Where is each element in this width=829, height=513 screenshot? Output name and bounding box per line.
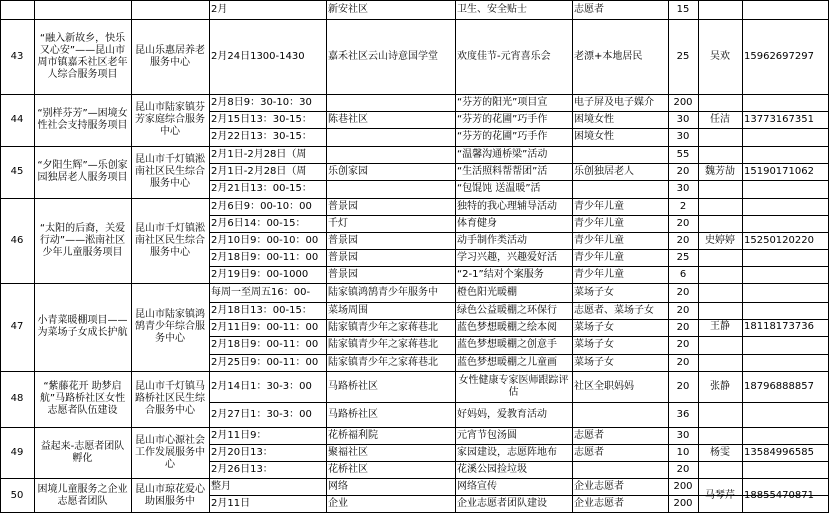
target-group (572, 180, 668, 198)
row-number: 47 (10, 321, 24, 332)
activity-place: 嘉禾社区云山诗意国学堂 (328, 50, 438, 62)
activity-place (326, 180, 455, 198)
activity-content: “芬芳的花圃”巧手作 (457, 131, 548, 142)
activity-content: 元宵节包汤圆 (457, 429, 517, 441)
target-group: 青少年儿童 (574, 234, 624, 246)
activity-time: 2月1日-2月28日（周 (211, 148, 307, 160)
activity-time: 2月11日9：00-11：00 (211, 321, 319, 333)
contact-person: 史婷婷 (705, 234, 735, 246)
participant-count: 30 (676, 429, 690, 441)
activity-content: “芬芳的花圃”巧手作 (457, 113, 548, 125)
contact-phone: 18118173736 (744, 321, 814, 332)
activity-place: 陆家镇青少年之家蒋巷北 (328, 356, 438, 368)
grid-line (209, 402, 829, 403)
participant-count: 20 (676, 321, 690, 333)
participant-count: 20 (676, 356, 690, 368)
contact-phone (742, 0, 829, 19)
activity-content: “芬芳的阳光”项目宣 (457, 96, 548, 108)
contact-phone: 15250120220 (744, 234, 814, 246)
target-group: 青少年儿童 (574, 251, 624, 263)
target-group: 乐创独居老人 (574, 165, 634, 177)
contact-person: 魏芳劼 (705, 166, 735, 177)
participant-count: 30 (676, 183, 690, 194)
activity-time: 每周一至周五16：00- (211, 286, 311, 298)
target-group: 志愿者 (574, 3, 604, 15)
contact-phone: 15190171062 (744, 166, 814, 177)
activity-place: 千灯 (328, 217, 348, 229)
grid-line (0, 0, 1, 513)
activity-content: 卫生、安全贴士 (457, 3, 527, 15)
grid-line (0, 0, 829, 1)
organization: 昆山市陆家镇芬芳家庭综合服务中心 (135, 102, 205, 137)
activity-time: 2月1日-2月28日（周 (211, 165, 307, 177)
activity-content: 体育健身 (457, 217, 497, 229)
participant-count: 55 (676, 148, 690, 160)
participant-count: 20 (676, 165, 690, 177)
activity-place (326, 128, 455, 146)
target-group: 困境女性 (574, 113, 614, 125)
activity-time: 2月10日9：00-10：00 (211, 234, 319, 246)
target-group: 社区全职妈妈 (574, 380, 634, 392)
target-group: 企业志愿者 (574, 480, 624, 492)
activity-place: 乐创家园 (328, 165, 368, 177)
target-group (572, 461, 668, 478)
participant-count: 20 (676, 234, 690, 246)
participant-count: 10 (676, 446, 690, 458)
activity-time: 2月18日9：00-11：00 (211, 251, 319, 263)
contact-phone: 13584996585 (744, 446, 814, 458)
activity-content: 欢度佳节-元宵喜乐会 (457, 50, 551, 62)
organization: 昆山乐惠居养老服务中心 (135, 44, 205, 68)
row-number: 45 (10, 166, 24, 177)
activity-content: 蓝色梦想暖棚之创意手 (457, 339, 557, 350)
project-name: “紫藤花开 助梦启航”马路桥社区女性志愿者队伍建设 (39, 381, 126, 416)
grid-line (0, 94, 829, 95)
activity-place: 陆家镇鸿鹄青少年服务中 (328, 286, 438, 298)
activity-place: 陆家镇青少年之家蒋巷北 (328, 339, 438, 350)
grid-line (131, 0, 132, 513)
activity-content: 花溪公园捡垃圾 (457, 463, 527, 475)
activity-place (326, 146, 455, 163)
activity-content: 网络宣传 (457, 480, 497, 492)
activity-content: “生活照料帮帮团”活 (457, 165, 548, 177)
organization: 昆山市千灯镇淞南社区民生综合服务中心 (135, 222, 205, 258)
participant-count: 20 (676, 339, 690, 350)
organization (131, 0, 209, 19)
contact-person: 吴欢 (710, 50, 730, 62)
activity-time: 2月22日13：30-15： (211, 131, 312, 142)
contact-phone: 18796888857 (744, 380, 814, 392)
contact-person (698, 0, 742, 19)
activity-content: 家园建设，志愿阵地布 (457, 446, 557, 458)
contact-person: 任洁 (710, 114, 730, 125)
activity-place: 陈巷社区 (328, 113, 368, 125)
project-name: “别样芬芳”—困境女性社会支持服务项目 (37, 108, 128, 131)
grid-line (0, 146, 829, 147)
grid-line (742, 0, 743, 513)
contact-person: 杨雯 (710, 446, 730, 458)
grid-line (0, 198, 829, 199)
target-group: 青少年儿童 (574, 217, 624, 229)
activity-time: 2月20日13： (211, 446, 273, 458)
activity-content: “包馄饨 送温暖”活 (457, 183, 541, 194)
participant-count: 6 (679, 268, 687, 280)
activity-content: 蓝色梦想暖棚之绘本阅 (457, 321, 557, 333)
organization: 昆山市琼花爱心助困服务中 (135, 483, 205, 507)
activity-place: 菜场周围 (328, 304, 368, 316)
activity-content: 蓝色梦想暖棚之儿童画 (457, 356, 557, 368)
participant-count: 20 (676, 217, 690, 229)
row-number: 50 (10, 489, 24, 501)
activity-content: 独特的我心理辅导活动 (457, 200, 557, 212)
grid-line (209, 0, 210, 513)
target-group: 菜场子女 (574, 321, 614, 333)
activity-time: 2月15日13：30-15： (211, 113, 312, 125)
activity-place: 聚福社区 (328, 446, 368, 458)
activity-place: 花桥福利院 (328, 429, 378, 441)
target-group (572, 146, 668, 163)
activity-place: 马路桥社区 (328, 408, 378, 420)
project-name: “融入新故乡，快乐又心安”——昆山市周市镇嘉禾社区老年人综合服务项目 (37, 32, 128, 80)
row-number: 46 (10, 234, 24, 246)
activity-content: 企业志愿者团队建设 (457, 498, 547, 509)
activity-content: 学习兴趣，兴趣爱好活 (457, 251, 557, 263)
activity-place: 网络 (328, 480, 348, 492)
target-group: 老漂+本地居民 (574, 50, 643, 62)
organization: 昆山市心源社会工作发展服务中心 (135, 434, 205, 470)
target-group: 青少年儿童 (574, 268, 624, 280)
grid-line (455, 0, 456, 513)
participant-count: 25 (676, 251, 690, 263)
target-group: 菜场子女 (574, 339, 614, 350)
activity-place: 花桥社区 (328, 463, 368, 475)
grid-line (668, 0, 669, 513)
activity-content: 好妈妈，爱教育活动 (457, 408, 547, 420)
target-group: 志愿者、菜场子女 (574, 304, 654, 316)
participant-count: 2 (679, 200, 687, 212)
row-number (0, 0, 34, 19)
activity-content: 女性健康专家医师跟踪评估 (458, 374, 569, 398)
activity-time: 2月19日9：00-1000 (211, 268, 309, 280)
contact-person: 王静 (710, 321, 730, 332)
activity-place: 陆家镇青少年之家蒋巷北 (328, 321, 438, 333)
activity-time: 2月14日1：30-3：00 (211, 380, 312, 392)
activity-time: 2月 (211, 3, 228, 15)
project-name: 困境儿童服务之企业志愿者团队 (37, 483, 128, 507)
grid-line (698, 0, 699, 513)
target-group (572, 402, 668, 427)
activity-content: “温馨沟通桥梁”活动 (457, 148, 548, 160)
participant-count: 20 (676, 286, 690, 298)
organization: 昆山市千灯镇马路桥社区民生综合服务中心 (135, 381, 205, 416)
target-group: 企业志愿者 (574, 498, 624, 509)
project-name: “太阳的后裔，关爱行动”——淞南社区少年儿童服务项目 (39, 222, 126, 258)
participant-count: 30 (676, 113, 690, 125)
activity-place: 新安社区 (328, 3, 368, 15)
target-group: 困境女性 (574, 131, 614, 142)
activity-content: 橙色阳光暖棚 (457, 286, 517, 298)
target-group: 青少年儿童 (574, 200, 624, 212)
activity-time: 整月 (211, 480, 231, 492)
contact-phone: 18855470871 (744, 489, 814, 501)
project-name: “夕阳生辉”—乐创家园独居老人服务项目 (37, 160, 128, 183)
activity-time: 2月25日9：00-11：00 (211, 356, 319, 368)
contact-person: 马琴芹 (705, 489, 735, 501)
target-group: 菜场子女 (574, 286, 614, 298)
contact-phone: 13773167351 (744, 114, 814, 125)
activity-place: 普景园 (328, 268, 358, 280)
activity-place: 普景园 (328, 251, 358, 263)
activity-place: 企业 (328, 498, 348, 509)
activity-place: 普景园 (328, 234, 358, 246)
activity-place (326, 94, 455, 111)
grid-line (0, 427, 829, 428)
grid-line (0, 371, 829, 372)
activity-time: 2月18日9：00-11：00 (211, 339, 319, 350)
grid-line (0, 478, 829, 479)
participant-count: 25 (676, 50, 690, 62)
participant-count: 15 (676, 3, 690, 15)
activity-time: 2月24日1300-1430 (211, 50, 305, 62)
grid-line (34, 0, 35, 513)
activity-time: 2月27日1：30-3：00 (211, 408, 312, 420)
project-name (34, 0, 131, 19)
row-number: 44 (10, 114, 24, 125)
participant-count: 36 (676, 408, 690, 420)
target-group: 志愿者 (574, 446, 604, 458)
activity-place: 马路桥社区 (328, 380, 378, 392)
activity-time: 2月26日13： (211, 463, 273, 475)
activity-time: 2月11日 (211, 498, 251, 509)
target-group: 电子屏及电子媒介 (574, 96, 654, 108)
contact-person: 张静 (710, 380, 730, 392)
project-name: 小青菜暖棚项目——为菜场子女成长护航 (37, 315, 128, 338)
activity-time: 2月11日9： (211, 429, 267, 441)
activity-time: 2月21日13：00-15： (211, 183, 312, 194)
target-group: 菜场子女 (574, 356, 614, 368)
row-number: 48 (10, 393, 24, 404)
participant-count: 20 (676, 380, 690, 392)
participant-count: 20 (676, 463, 690, 475)
row-number: 49 (10, 446, 24, 458)
row-number: 43 (10, 50, 24, 62)
participant-count: 200 (673, 498, 693, 509)
activity-place: 普景园 (328, 200, 358, 212)
organization: 昆山市千灯镇淞南社区民生综合服务中心 (135, 154, 205, 189)
participant-count: 30 (676, 131, 690, 142)
target-group: 志愿者 (574, 429, 604, 441)
activity-time: 2月6日14：00-15： (211, 217, 306, 229)
grid-line (326, 0, 327, 513)
contact-phone: 15962697297 (744, 50, 814, 62)
organization: 昆山市陆家镇鸿鹄青少年综合服务中心 (135, 309, 205, 344)
participant-count: 20 (676, 304, 690, 316)
grid-line (572, 0, 573, 513)
participant-count: 200 (673, 480, 693, 492)
activity-content: “2-1”结对个案服务 (457, 268, 544, 280)
grid-line (0, 19, 829, 20)
project-name: 益起来-志愿者团队孵化 (40, 440, 125, 464)
activity-content: 绿色公益暖棚之环保行 (457, 304, 557, 316)
activity-time: 2月18日13：00-15： (211, 304, 312, 316)
activity-time: 2月6日9：00-10：00 (211, 200, 312, 212)
grid-line (0, 283, 829, 284)
participant-count: 200 (673, 96, 693, 108)
activity-time: 2月8日9：30-10：30 (211, 96, 312, 108)
activity-content: 动手制作类活动 (457, 234, 527, 246)
